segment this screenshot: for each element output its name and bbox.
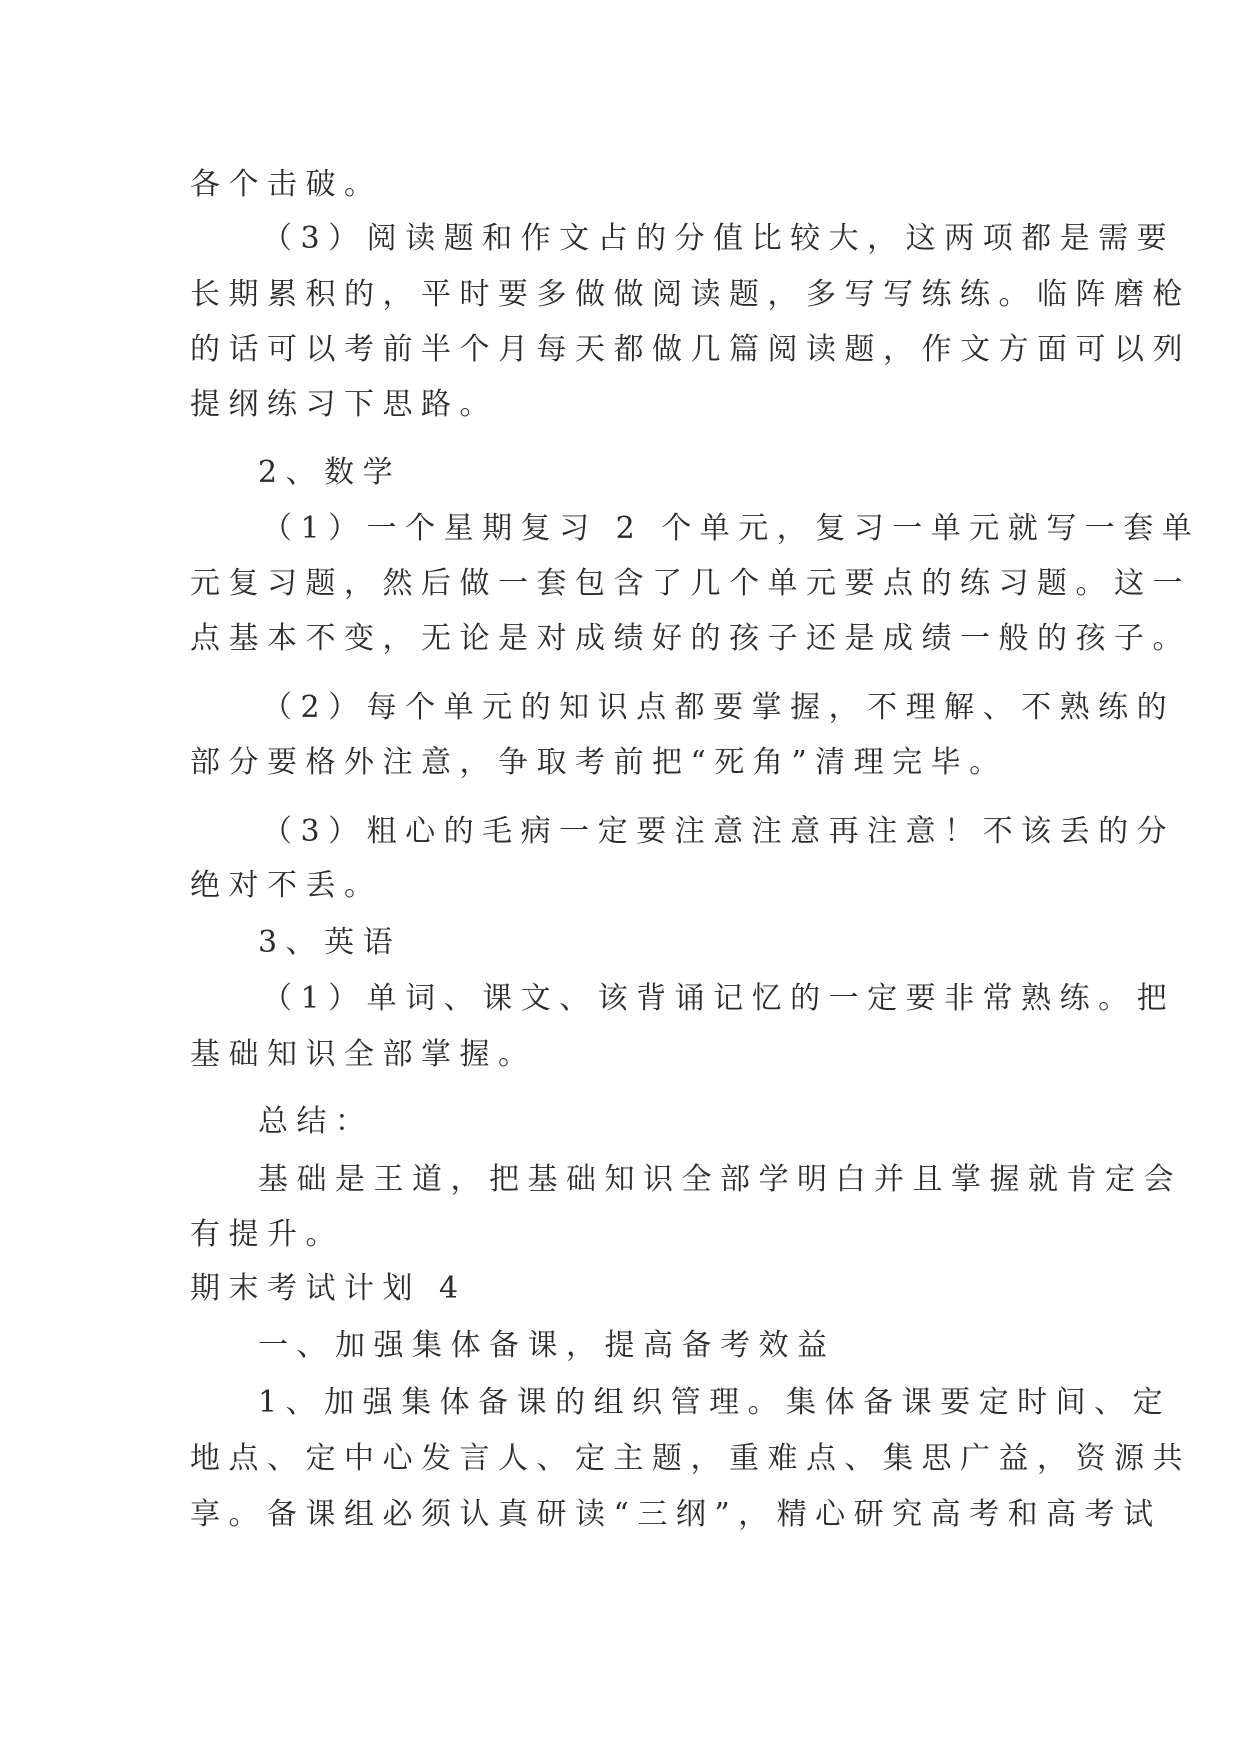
text-line: 的话可以考前半个月每天都做几篇阅读题，作文方面可以列: [190, 332, 1191, 367]
text-line: 享。备课组必须认真研读“三纲”，精心研究高考和高考试: [190, 1497, 1162, 1532]
text-line: 基础知识全部掌握。: [190, 1037, 537, 1072]
section-title: 期末考试计划 4: [190, 1271, 467, 1306]
text-line: 长期累积的，平时要多做做阅读题，多写写练练。临阵磨枪: [190, 277, 1191, 312]
text-line: （1）单词、课文、该背诵记忆的一定要非常熟练。把: [262, 981, 1176, 1016]
text-line: （3）粗心的毛病一定要注意注意再注意！不该丢的分: [262, 814, 1176, 849]
section-heading: 3、英语: [258, 925, 402, 960]
text-line: （1）一个星期复习 2 个单元，复习一单元就写一套单: [262, 511, 1201, 546]
section-heading: 一、加强集体备课，提高备考效益: [258, 1328, 836, 1363]
text-line: 元复习题，然后做一套包含了几个单元要点的练习题。这一: [190, 566, 1191, 601]
text-line: （3）阅读题和作文占的分值比较大，这两项都是需要: [262, 221, 1176, 256]
text-line: （2）每个单元的知识点都要掌握，不理解、不熟练的: [262, 690, 1176, 725]
text-line: 1、加强集体备课的组织管理。集体备课要定时间、定: [258, 1385, 1172, 1420]
text-line: 绝对不丢。: [190, 868, 383, 903]
text-line: 点基本不变，无论是对成绩好的孩子还是成绩一般的孩子。: [190, 621, 1191, 656]
section-heading: 2、数学: [258, 455, 402, 490]
text-line: 各个击破。: [190, 167, 383, 202]
summary-heading: 总结：: [258, 1104, 374, 1139]
text-line: 提纲练习下思路。: [190, 387, 498, 422]
text-line: 基础是王道，把基础知识全部学明白并且掌握就肯定会: [258, 1162, 1182, 1197]
text-line: 部分要格外注意，争取考前把“死角”清理完毕。: [190, 745, 1008, 780]
text-line: 有提升。: [190, 1217, 344, 1252]
text-line: 地点、定中心发言人、定主题，重难点、集思广益，资源共: [190, 1441, 1191, 1476]
